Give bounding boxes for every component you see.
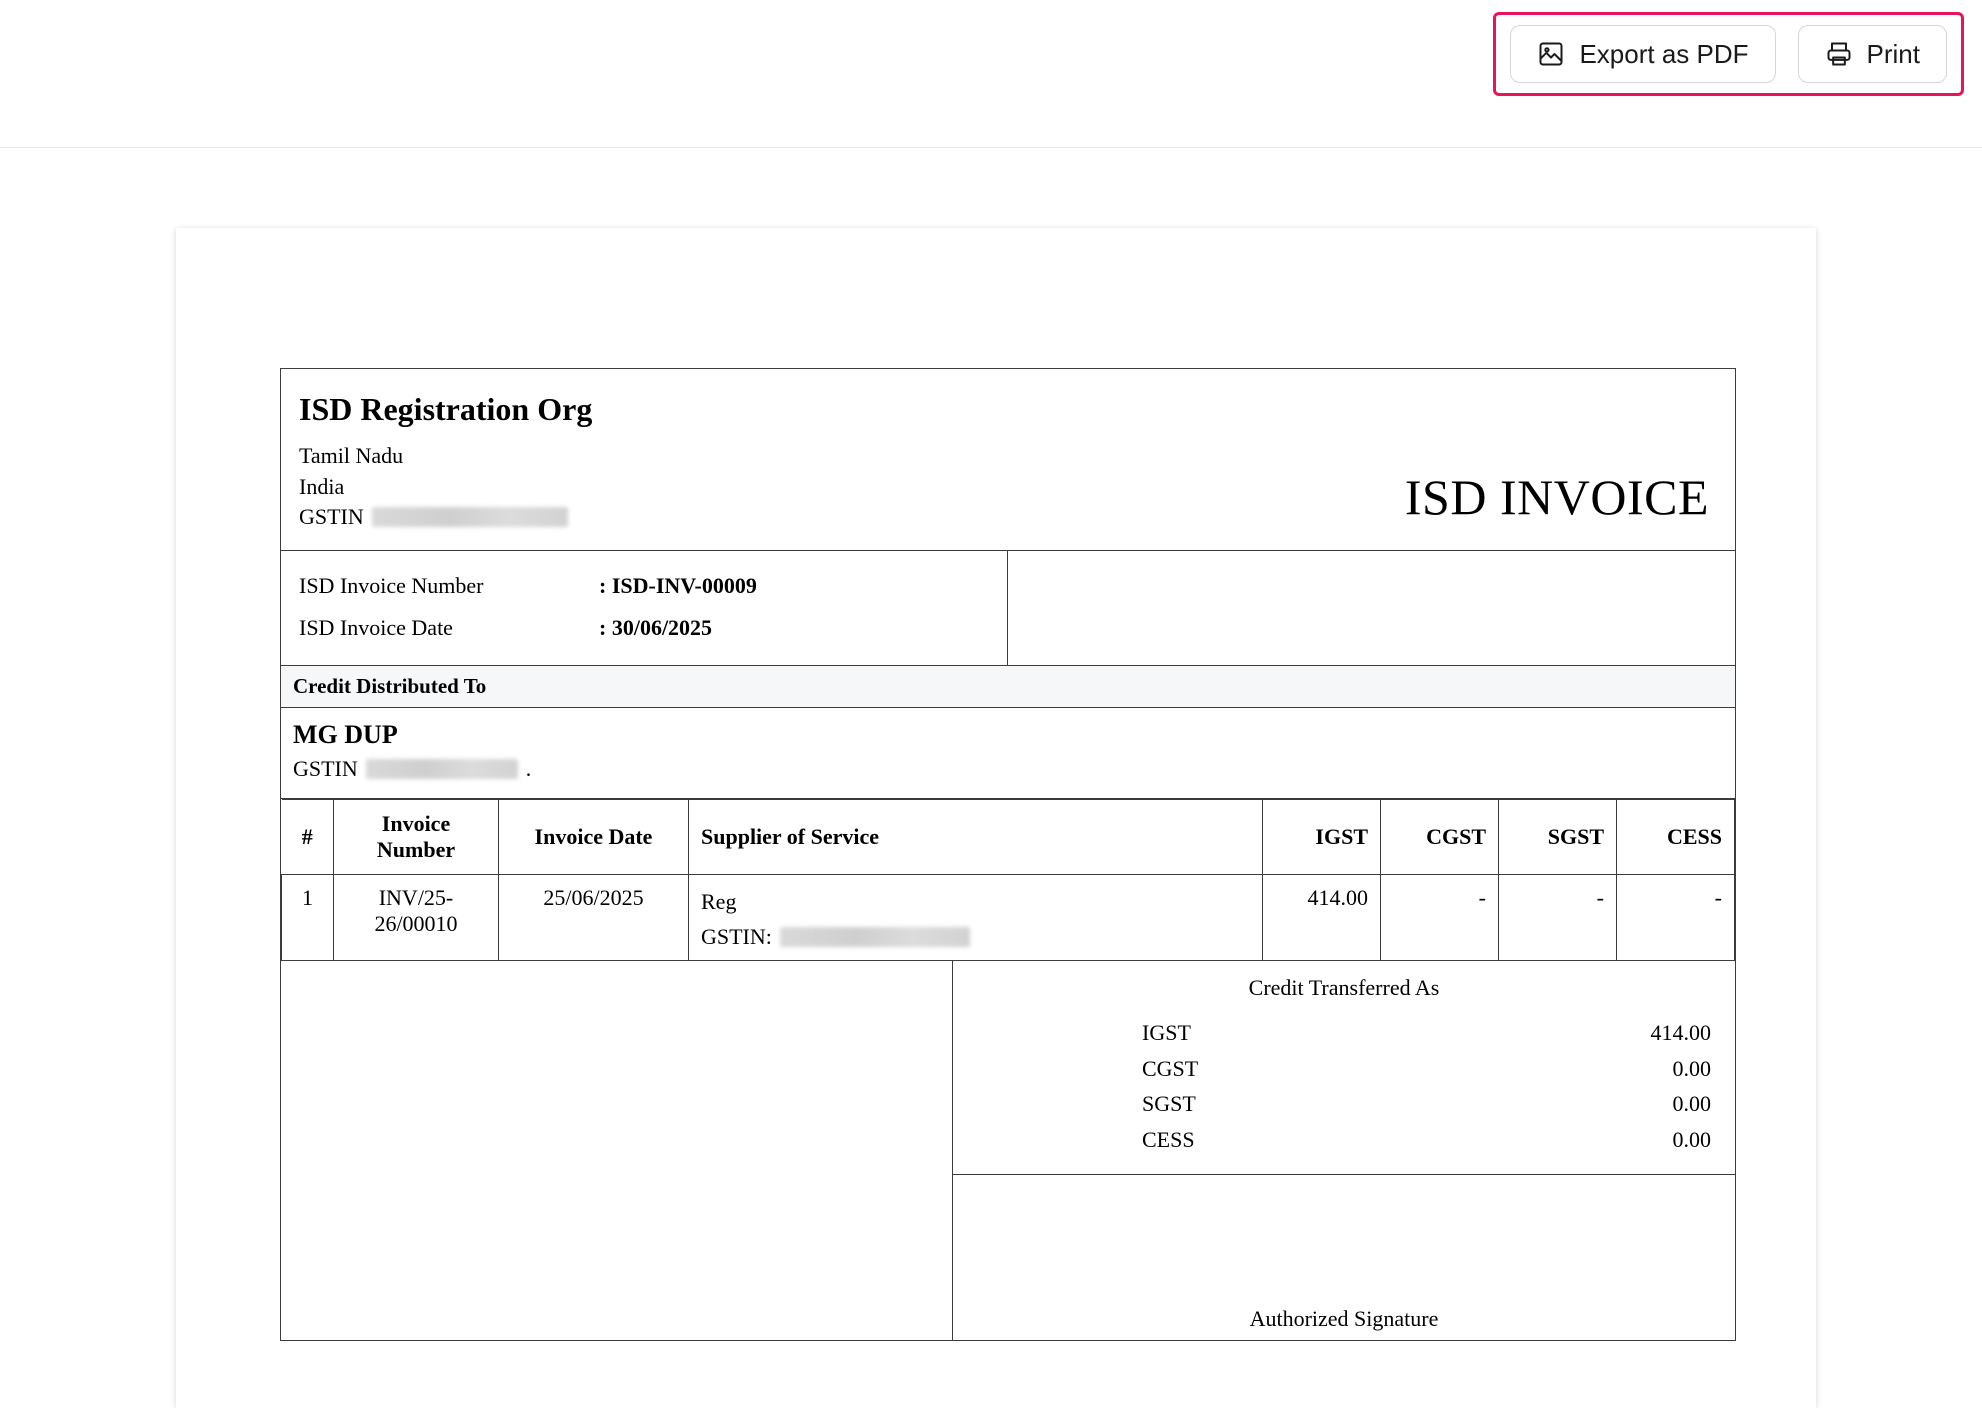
footer-right [953,961,1735,1340]
recipient-gstin-label: GSTIN [293,756,358,782]
col-sno: # [282,800,334,875]
org-gstin-row [299,504,1405,530]
credit-label-igst: IGST [1142,1020,1191,1046]
col-invoice-number: Invoice Number [334,800,499,875]
invoice-meta-right-empty [1008,551,1735,665]
printer-icon [1825,40,1853,68]
org-name: ISD Registration Org [299,391,593,427]
cell-invoice-number: INV/25-26/00010 [334,875,499,961]
recipient-gstin-redacted-value [366,759,518,779]
meta-line-date [299,607,989,649]
recipient-gstin-suffix: . [525,756,532,782]
cell-cgst: - [1381,875,1499,961]
credit-line-cgst [967,1051,1721,1087]
cell-supplier [689,875,1263,961]
toolbar-actions-highlight [1493,12,1964,96]
supplier-name: Reg [701,889,737,915]
cell-sgst: - [1499,875,1617,961]
authorized-signature-label: Authorized Signature [1249,1305,1439,1331]
document-page [176,228,1816,1408]
supplier-block [299,391,1405,530]
credit-amount-igst: 414.00 [1650,1020,1711,1046]
credit-transferred-box [953,961,1735,1175]
document-toolbar [0,0,1982,148]
credit-transferred-title: Credit Transferred As [1248,975,1440,1001]
col-cess: CESS [1617,800,1735,875]
col-invoice-date: Invoice Date [499,800,689,875]
export-as-pdf-button[interactable] [1510,25,1775,83]
supplier-gstin-label: GSTIN: [701,924,772,950]
cell-cess: - [1617,875,1735,961]
isd-invoice [280,368,1736,1341]
col-cgst: CGST [1381,800,1499,875]
cell-sno: 1 [282,875,334,961]
org-state: Tamil Nadu [299,443,404,468]
credit-amount-cgst: 0.00 [1672,1055,1711,1081]
credit-label-cgst: CGST [1142,1055,1199,1081]
cell-igst: 414.00 [1263,875,1381,961]
col-sgst: SGST [1499,800,1617,875]
credit-amount-cess: 0.00 [1672,1126,1711,1152]
footer-left-empty [281,961,953,1340]
export-pdf-icon [1537,40,1565,68]
cell-invoice-date: 25/06/2025 [499,875,689,961]
invoice-title-block [1405,391,1717,530]
credit-line-cess [967,1122,1721,1158]
recipient-gstin-row [293,756,1723,782]
org-gstin-redacted-value [372,507,568,527]
invoice-meta-left [281,551,1008,665]
col-igst: IGST [1263,800,1381,875]
meta-value-invoice-number: : ISD-INV-00009 [599,573,757,599]
org-gstin-label: GSTIN [299,504,364,530]
table-header-row [282,800,1735,875]
recipient-name: MG DUP [293,720,398,750]
invoice-items-table [281,799,1735,961]
meta-label-invoice-number: ISD Invoice Number [299,573,484,599]
meta-line-number [299,565,989,607]
invoice-footer [281,961,1735,1340]
authorized-signature-box [953,1175,1735,1340]
credit-line-sgst [967,1086,1721,1122]
credit-line-igst [967,1015,1721,1051]
col-supplier-of-service: Supplier of Service [689,800,1263,875]
recipient-block [281,708,1735,799]
org-country: India [299,474,345,500]
print-button[interactable] [1798,25,1947,83]
table-row [282,875,1735,961]
credit-distributed-to-header: Credit Distributed To [281,666,1735,708]
supplier-gstin-redacted-value [780,927,970,947]
meta-value-invoice-date: : 30/06/2025 [599,615,713,641]
credit-label-sgst: SGST [1142,1091,1196,1117]
print-label: Print [1866,39,1920,69]
invoice-meta-row [281,551,1735,666]
invoice-title: ISD INVOICE [1404,469,1709,526]
supplier-gstin-row [701,924,1250,950]
invoice-header [281,369,1735,551]
credit-amount-sgst: 0.00 [1672,1091,1711,1117]
export-as-pdf-label: Export as PDF [1579,39,1749,69]
credit-label-cess: CESS [1142,1126,1195,1152]
meta-label-invoice-date: ISD Invoice Date [299,615,453,641]
